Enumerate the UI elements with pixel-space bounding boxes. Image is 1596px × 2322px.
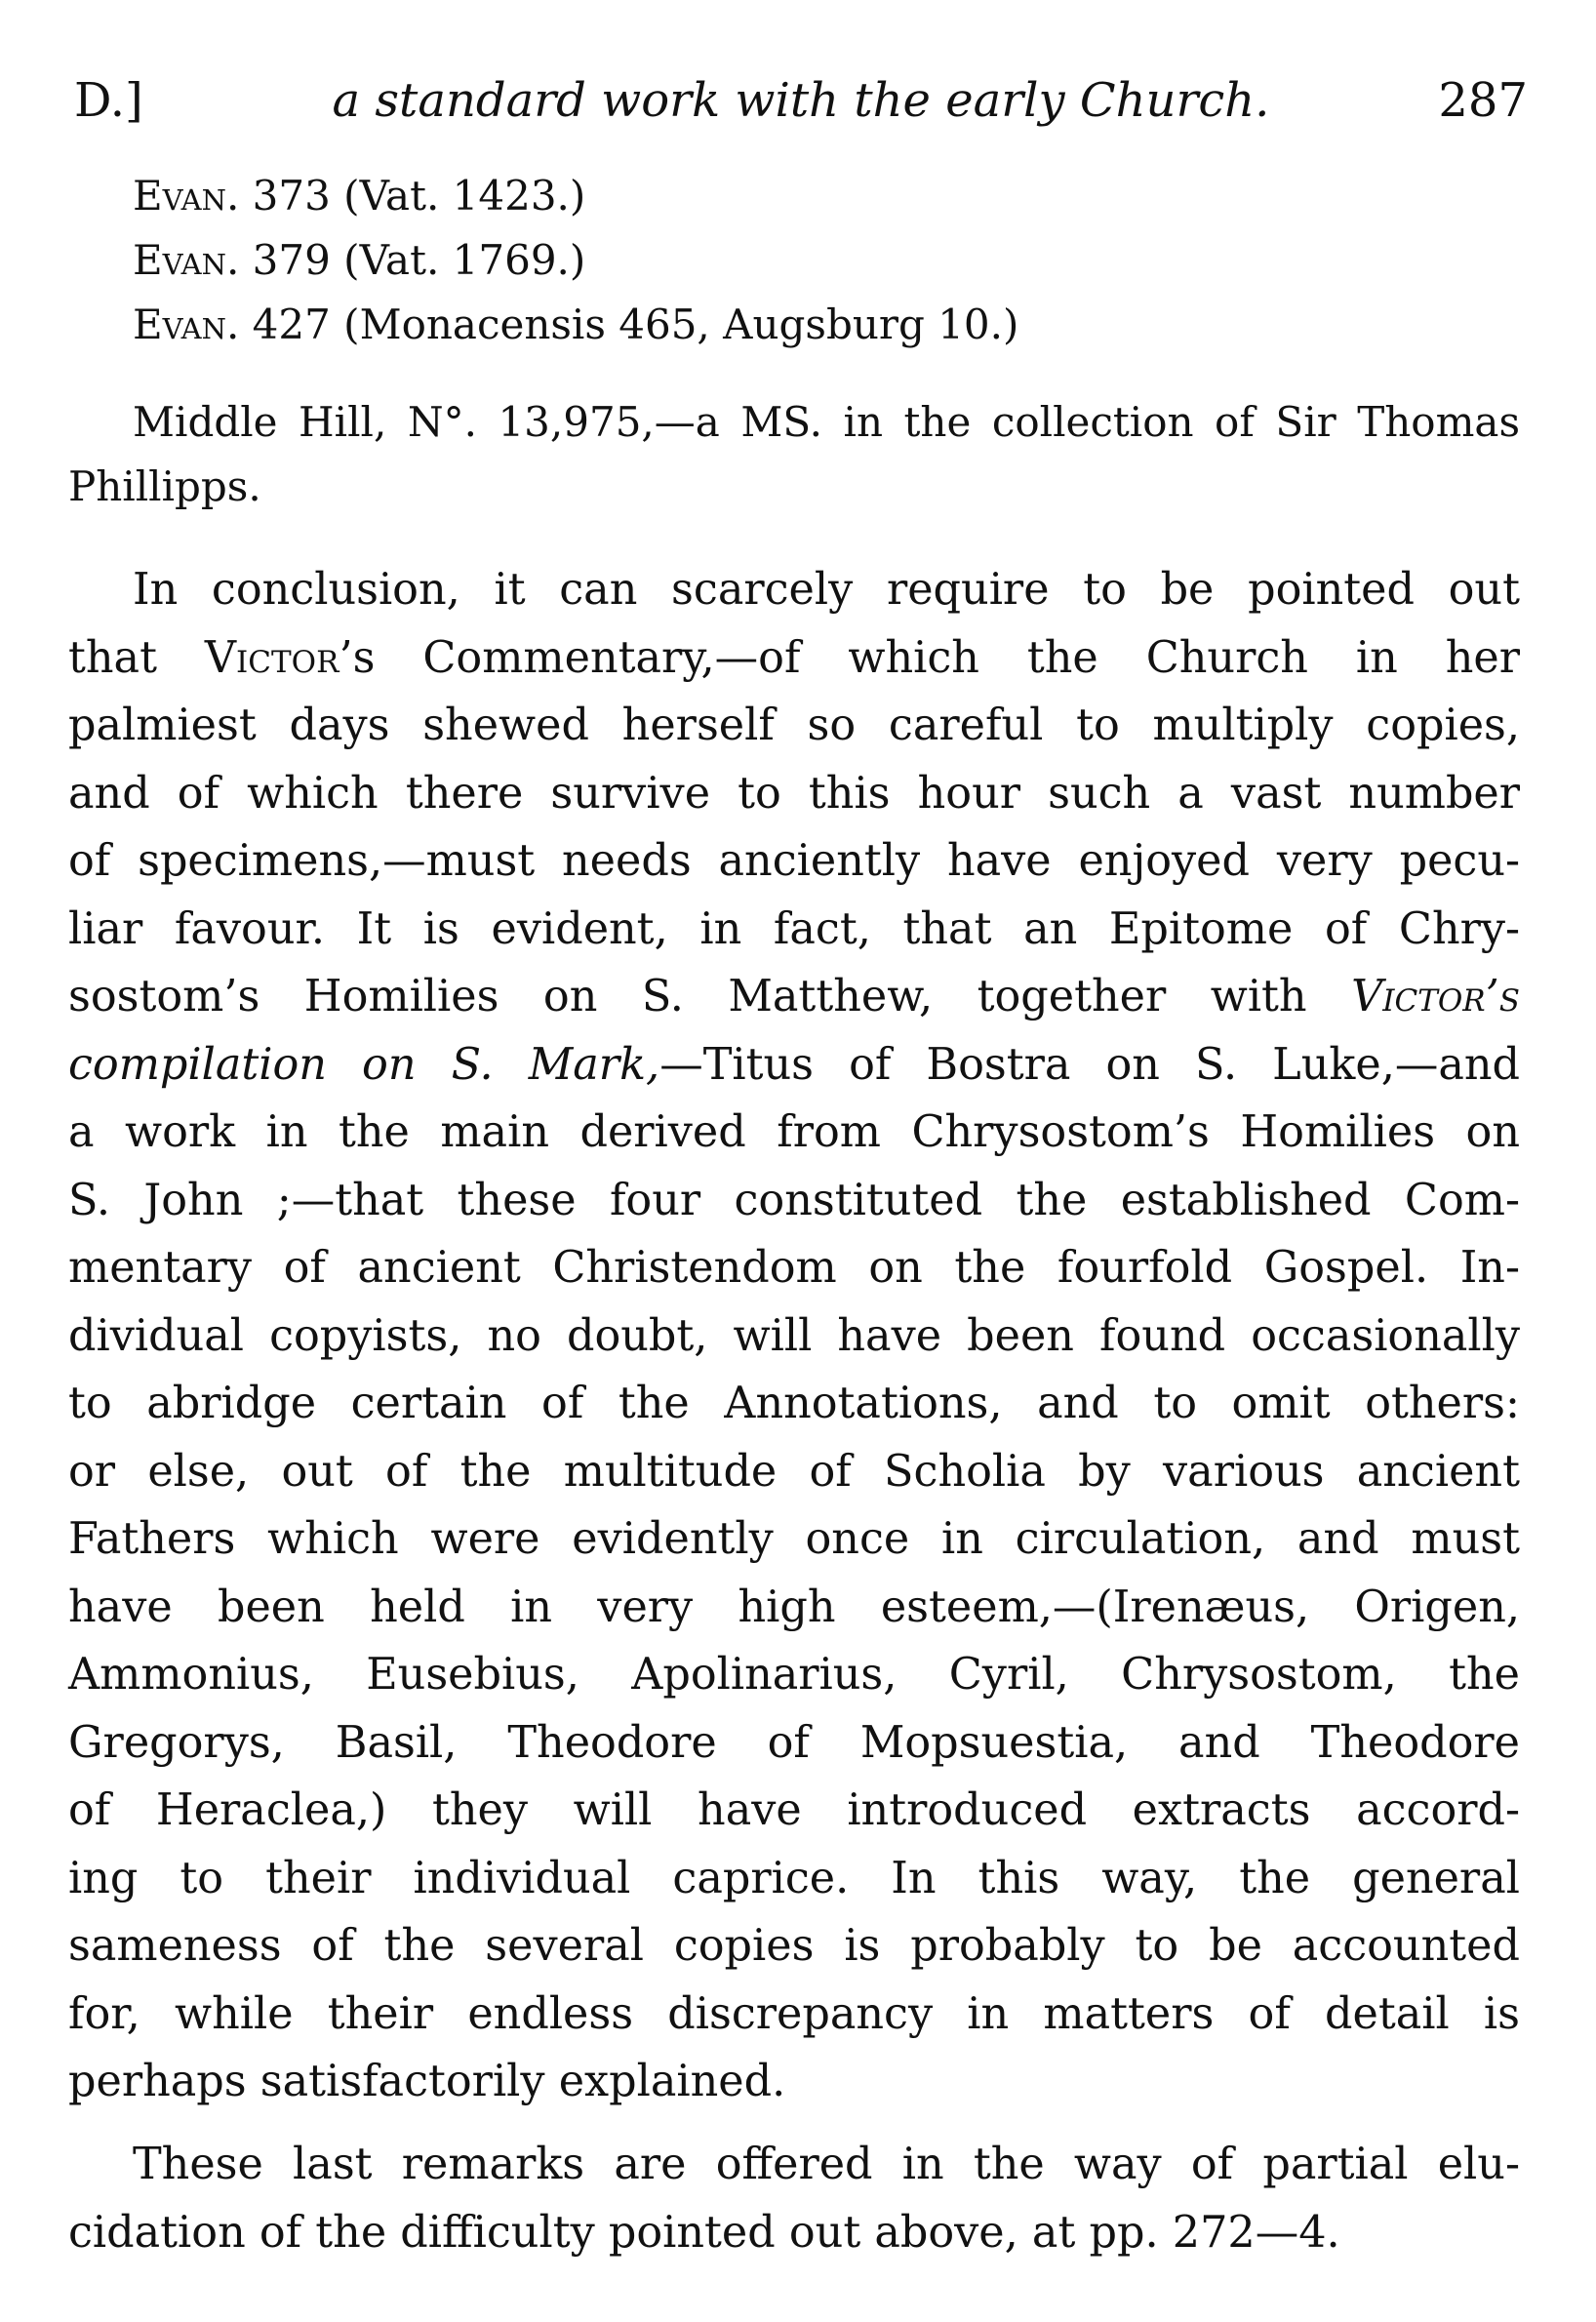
manuscript-entry xyxy=(133,228,1018,293)
manuscript-label: Evan. xyxy=(133,300,240,348)
running-title: a standard work with the early Church. xyxy=(332,73,1270,128)
text-run: ’s Commentary,—of which the Church in her xyxy=(339,632,1520,683)
manuscript-label: Evan. xyxy=(133,172,240,220)
remarks-paragraph xyxy=(68,2131,1520,2266)
text-line: perhaps satisfactorily explained. xyxy=(68,2057,786,2106)
text-line xyxy=(68,963,1520,1031)
text-line: a work in the main derived from Chrysostom’s Homilies on xyxy=(68,1107,1520,1157)
section-marker: D.] xyxy=(74,73,143,128)
text-line: In conclusion, it can scarcely require to be pointed out xyxy=(133,565,1520,615)
text-line: to abridge certain of the Annotations, and to omit others: xyxy=(68,1379,1520,1428)
text-line: and of which there survive to this hour such a vast number xyxy=(68,768,1521,819)
conclusion-paragraph xyxy=(68,556,1520,2116)
manuscript-entry xyxy=(133,164,1018,228)
text-line: Gregorys, Basil, Theodore of Mopsuestia, and Theodore xyxy=(68,1717,1520,1768)
text-line: have been held in very high esteem,—(Irenæus, Origen, xyxy=(68,1581,1521,1632)
middle-hill-paragraph xyxy=(68,390,1520,519)
text-line: Ammonius, Eusebius, Apolinarius, Cyril, Chrysostom, the xyxy=(68,1650,1520,1700)
italic-run: compilation on S. Mark, xyxy=(68,1039,660,1090)
text-line: of specimens,—must needs anciently have enjoyed very pecu- xyxy=(68,836,1521,886)
text-run: —Titus of Bostra on S. Luke,—and xyxy=(659,1039,1521,1090)
text-line: Fathers which were evidently once in circulation, and must xyxy=(68,1514,1520,1564)
text-line: for, while their endless discrepancy in matters of detail is xyxy=(68,1988,1520,2039)
text-run: sostom’s Homilies on S. Matthew, together with xyxy=(68,972,1352,1021)
manuscript-detail: 427 (Monacensis 465, Augsburg 10.) xyxy=(239,300,1019,348)
text-line: liar favour. It is evident, in fact, that an Epitome of Chry- xyxy=(68,903,1521,954)
text-line: of Heraclea,) they will have introduced extracts accord- xyxy=(68,1785,1521,1835)
manuscript-detail: 373 (Vat. 1423.) xyxy=(239,172,586,220)
text-line: mentary of ancient Christendom on the fourfold Gospel. In- xyxy=(68,1243,1520,1293)
manuscript-list xyxy=(133,164,1018,357)
text-line: or else, out of the multitude of Scholia by various ancient xyxy=(68,1446,1520,1497)
text-line: Phillipps. xyxy=(68,462,261,510)
text-line: S. John ;—that these four constituted the established Com- xyxy=(68,1175,1520,1225)
manuscript-label: Evan. xyxy=(133,236,240,284)
author-name: Victor’s xyxy=(1351,972,1520,1021)
text-line: sameness of the several copies is probably to be accounted xyxy=(68,1921,1520,1971)
author-name: Victor xyxy=(204,632,339,683)
text-line: Middle Hill, N°. 13,975,—a MS. in the collection of Sir Thomas xyxy=(133,398,1521,446)
text-line xyxy=(68,624,1520,693)
manuscript-entry xyxy=(133,293,1018,357)
manuscript-detail: 379 (Vat. 1769.) xyxy=(239,236,586,284)
text-line xyxy=(68,1031,1520,1100)
page-number: 287 xyxy=(1438,73,1528,128)
text-line: cidation of the difficulty pointed out above, at pp. 272—4. xyxy=(68,2207,1340,2258)
running-head xyxy=(74,66,1528,135)
text-line: ing to their individual caprice. In this way, the general xyxy=(68,1853,1520,1903)
text-line: palmiest days shewed herself so careful to multiply copies, xyxy=(68,701,1521,750)
text-run: that xyxy=(68,632,205,683)
text-line: These last remarks are offered in the way of partial elu- xyxy=(133,2140,1520,2189)
text-line: dividual copyists, no doubt, will have been found occasionally xyxy=(68,1310,1521,1361)
